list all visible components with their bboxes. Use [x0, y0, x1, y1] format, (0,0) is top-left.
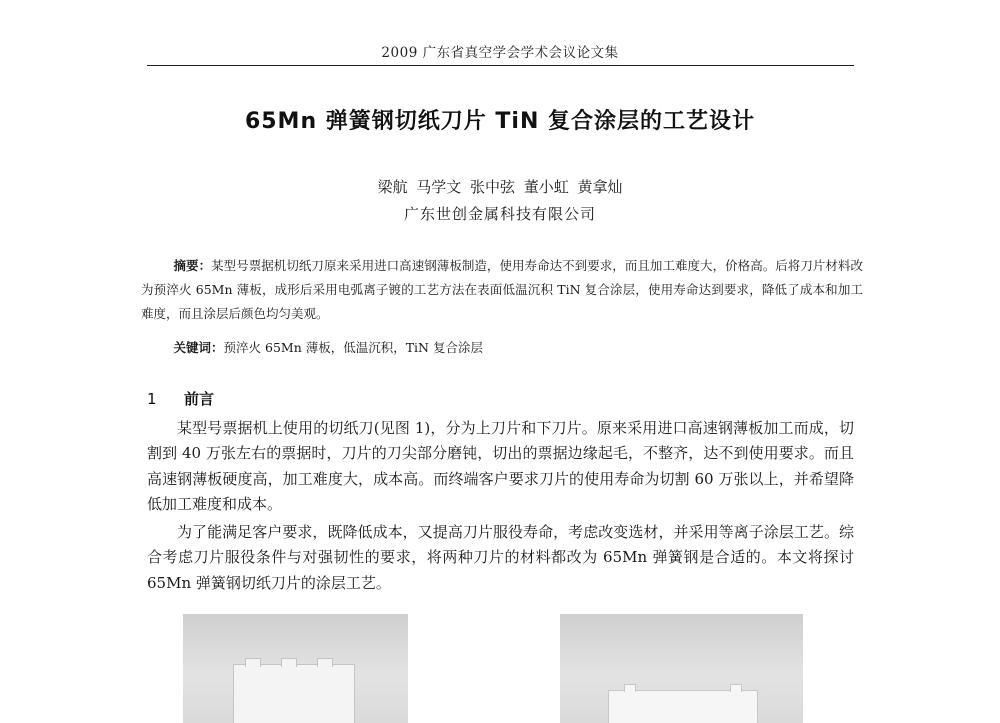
keywords-text: 预淬火 65Mn 薄板，低温沉积，TiN 复合涂层	[223, 340, 483, 355]
abstract-text: 某型号票据机切纸刀原来采用进口高速钢薄板制造，使用寿命达不到要求，而且加工难度大，价格高。后将刀片材料改为预淬火 65Mn 薄板，成形后采用电弧离子镀的工艺方法在表面低温沉积 TiN 复合涂层，使用寿命达到要求，降低了成本和加工难度，而且涂层后颜色均匀美观。	[141, 258, 863, 321]
figure-photo-upper-blade	[183, 614, 408, 723]
blade-notch	[245, 658, 261, 667]
figure-photo-lower-blade	[560, 614, 803, 723]
body-paragraph: 某型号票据机上使用的切纸刀(见图 1)，分为上刀片和下刀片。原来采用进口高速钢薄板加工而成，切割到 40 万张左右的票据时，刀片的刀尖部分磨钝，切出的票据边缘起毛，不整齐，达不到使用要求。而且高速钢薄板硬度高，加工难度大，成本高。而终端客户要求刀片的使用寿命为切割 60 万张以上，并希望降低加工难度和成本。	[147, 419, 854, 513]
blade-notch	[281, 658, 297, 667]
paper-title: 65Mn 弹簧钢切纸刀片 TiN 复合涂层的工艺设计	[244, 109, 756, 134]
blade-notch	[317, 658, 333, 667]
blade-tab	[624, 684, 636, 692]
affiliation: 广东世创金属科技有限公司	[403, 205, 596, 223]
author-list: 梁航 马学文 张中弦 董小虹 黄拿灿	[377, 178, 623, 196]
keywords-label: 关键词：	[173, 340, 224, 355]
blade-shape	[608, 690, 758, 723]
section-title: 前言	[184, 390, 215, 408]
blade-tab	[730, 684, 742, 692]
blade-shape	[233, 664, 355, 723]
section-heading	[147, 388, 214, 409]
abstract	[141, 254, 863, 326]
header-rule	[147, 65, 854, 66]
body-paragraph: 为了能满足客户要求，既降低成本，又提高刀片服役寿命，考虑改变选材，并采用等离子涂层工艺。综合考虑刀片服役条件与对强韧性的要求，将两种刀片的材料都改为 65Mn 弹簧钢是合适的。本文将探讨 65Mn 弹簧钢切纸刀片的涂层工艺。	[147, 523, 854, 592]
abstract-label: 摘要：	[173, 258, 212, 273]
keywords	[141, 338, 863, 358]
running-title: 2009 广东省真空学会学术会议论文集	[381, 45, 619, 61]
section-number: 1	[147, 390, 157, 408]
